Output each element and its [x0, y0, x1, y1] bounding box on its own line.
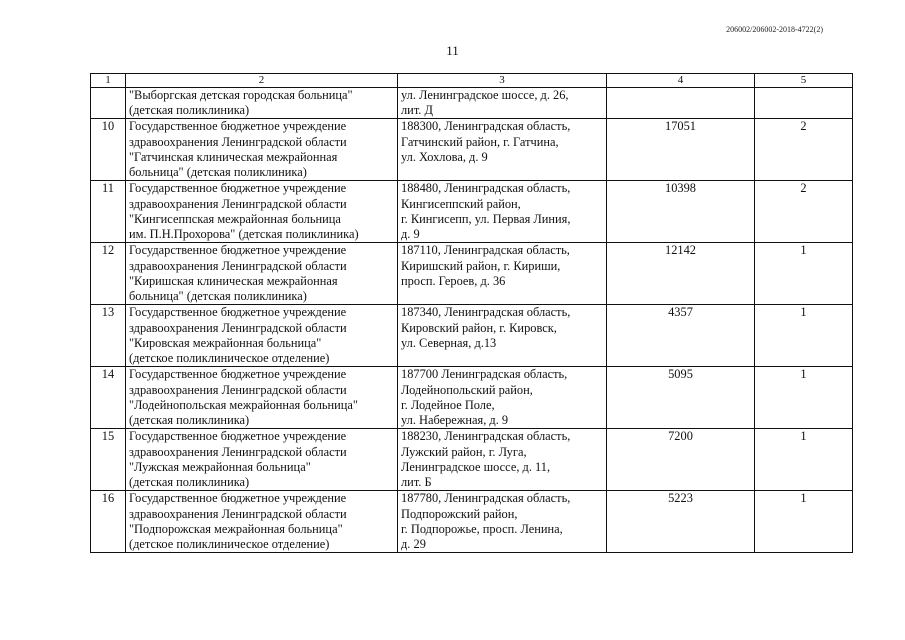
column-4-value: 4357: [607, 305, 755, 367]
column-5-value: 1: [755, 305, 853, 367]
institution-name: Государственное бюджетное учреждение здравоохранения Ленинградской области "Лужская межрайонная больница" (детская поликлиника): [126, 429, 398, 491]
column-header-5: 5: [755, 74, 853, 88]
table-row: [91, 119, 853, 181]
institutions-table: [90, 73, 853, 553]
row-number: [91, 88, 126, 119]
table-row: [91, 367, 853, 429]
column-5-value: 1: [755, 243, 853, 305]
column-header-4: 4: [607, 74, 755, 88]
table-row: [91, 305, 853, 367]
column-4-value: 12142: [607, 243, 755, 305]
document-id: 206002/206002-2018-4722(2): [726, 25, 823, 34]
column-5-value: 2: [755, 119, 853, 181]
institution-address: 187780, Ленинградская область, Подпорожский район, г. Подпорожье, просп. Ленина, д. 29: [398, 491, 607, 553]
institution-name: Государственное бюджетное учреждение здравоохранения Ленинградской области "Кировская межрайонная больница" (детское поликлиническое отделение): [126, 305, 398, 367]
institution-address: 187700 Ленинградская область, Лодейнопольский район, г. Лодейное Поле, ул. Набережная, д. 9: [398, 367, 607, 429]
page-number: 11: [446, 43, 459, 58]
institution-address: ул. Ленинградское шоссе, д. 26, лит. Д: [398, 88, 607, 119]
institution-address: 188300, Ленинградская область, Гатчинский район, г. Гатчина, ул. Хохлова, д. 9: [398, 119, 607, 181]
row-number: 16: [91, 491, 126, 553]
row-number: 13: [91, 305, 126, 367]
column-4-value: 10398: [607, 181, 755, 243]
table-row: [91, 243, 853, 305]
institution-address: 187340, Ленинградская область, Кировский район, г. Кировск, ул. Северная, д.13: [398, 305, 607, 367]
column-4-value: 17051: [607, 119, 755, 181]
row-number: 12: [91, 243, 126, 305]
table-header-row: [91, 74, 853, 88]
institution-address: 188230, Ленинградская область, Лужский район, г. Луга, Ленинградское шоссе, д. 11, лит. Б: [398, 429, 607, 491]
column-4-value: 5223: [607, 491, 755, 553]
column-4-value: [607, 88, 755, 119]
row-number: 15: [91, 429, 126, 491]
row-number: 11: [91, 181, 126, 243]
column-5-value: 1: [755, 429, 853, 491]
column-header-3: 3: [398, 74, 607, 88]
institution-address: 188480, Ленинградская область, Кингисеппский район, г. Кингисепп, ул. Первая Линия, д. 9: [398, 181, 607, 243]
column-header-1: 1: [91, 74, 126, 88]
institution-name: Государственное бюджетное учреждение здравоохранения Ленинградской области "Гатчинская клиническая межрайонная больница" (детская поликлиника): [126, 119, 398, 181]
column-header-2: 2: [126, 74, 398, 88]
row-number: 14: [91, 367, 126, 429]
table-row: [91, 181, 853, 243]
column-5-value: [755, 88, 853, 119]
institution-address: 187110, Ленинградская область, Киришский район, г. Кириши, просп. Героев, д. 36: [398, 243, 607, 305]
institution-name: Государственное бюджетное учреждение здравоохранения Ленинградской области "Лодейнопольская межрайонная больница" (детская поликлиника): [126, 367, 398, 429]
column-5-value: 1: [755, 491, 853, 553]
institution-name: Государственное бюджетное учреждение здравоохранения Ленинградской области "Киришская клиническая межрайонная больница" (детская поликлиника): [126, 243, 398, 305]
column-4-value: 7200: [607, 429, 755, 491]
table-row: [91, 429, 853, 491]
institution-name: Государственное бюджетное учреждение здравоохранения Ленинградской области "Подпорожская межрайонная больница" (детское поликлиническое отделение): [126, 491, 398, 553]
column-5-value: 1: [755, 367, 853, 429]
institution-name: Государственное бюджетное учреждение здравоохранения Ленинградской области "Кингисеппская межрайонная больница им. П.Н.Прохорова" (детская поликлиника): [126, 181, 398, 243]
column-4-value: 5095: [607, 367, 755, 429]
row-number: 10: [91, 119, 126, 181]
table-row: [91, 491, 853, 553]
institution-name: "Выборгская детская городская больница" (детская поликлиника): [126, 88, 398, 119]
table-row: [91, 88, 853, 119]
column-5-value: 2: [755, 181, 853, 243]
